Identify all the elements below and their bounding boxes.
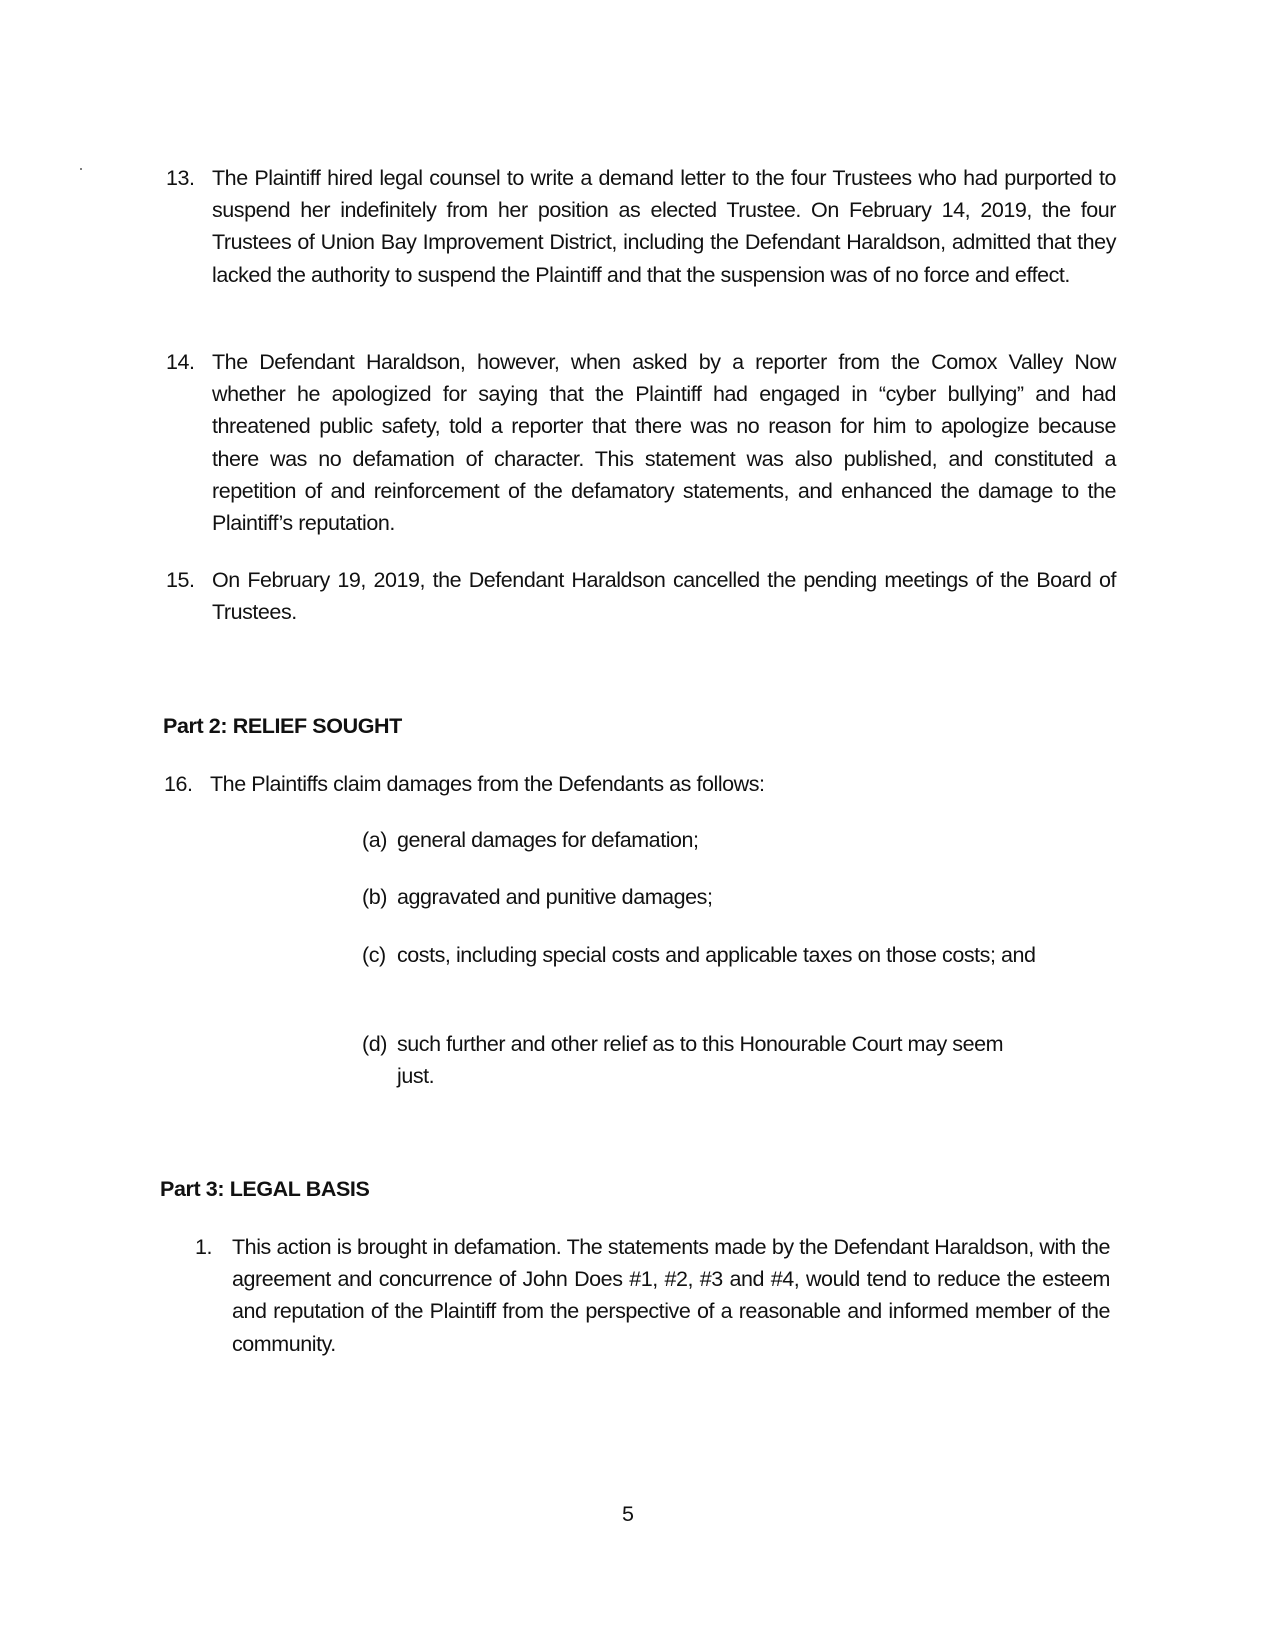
relief-item-label: (d) <box>362 1032 387 1056</box>
relief-item-text: such further and other relief as to this Honourable Court may seem just. <box>397 1032 1004 1089</box>
part-3-heading: Part 3: LEGAL BASIS <box>160 1177 370 1201</box>
page-number: 5 <box>622 1502 634 1526</box>
scan-speck <box>80 168 82 170</box>
paragraph-text: The Defendant Haraldson, however, when asked by a reporter from the Comox Valley Now whether he apologized for saying that the Plaintiff had engaged in “cyber bullying” and had threatened public safety, told a reporter that there was no reason for him to apologize because there was no defamation of character. This statement was also published, and constituted a repetition of and reinforcement of the defamatory statements, and enhanced the damage to the Plaintiff’s reputation. <box>212 350 1116 536</box>
relief-item-text: costs, including special costs and applicable taxes on those costs; and <box>397 943 1036 967</box>
paragraph-text: On February 19, 2019, the Defendant Haraldson cancelled the pending meetings of the Board of Trustees. <box>212 568 1116 625</box>
paragraph-number: 1. <box>195 1235 213 1259</box>
paragraph-text: This action is brought in defamation. The statements made by the Defendant Haraldson, with the agreement and concurrence of John Does #1, #2, #3 and #4, would tend to reduce the esteem and reputation of the Plaintiff from the perspective of a reasonable and informed member of the community. <box>232 1235 1110 1356</box>
paragraph-number: 16. <box>164 772 193 796</box>
paragraph-number: 15. <box>166 568 195 592</box>
part-2-heading: Part 2: RELIEF SOUGHT <box>163 714 402 738</box>
paragraph-number: 13. <box>166 166 195 190</box>
relief-item-text: aggravated and punitive damages; <box>397 885 713 909</box>
relief-item-label: (c) <box>362 943 386 967</box>
paragraph-text: The Plaintiffs claim damages from the Defendants as follows: <box>210 772 765 796</box>
relief-item-label: (a) <box>362 828 387 852</box>
paragraph-number: 14. <box>166 350 195 374</box>
relief-item-label: (b) <box>362 885 387 909</box>
relief-item-text: general damages for defamation; <box>397 828 699 852</box>
paragraph-text: The Plaintiff hired legal counsel to write a demand letter to the four Trustees who had purported to suspend her indefinitely from her position as elected Trustee. On February 14, 2019, the four Trustees of Union Bay Improvement District, including the Defendant Haraldson, admitted that they lacked the authority to suspend the Plaintiff and that the suspension was of no force and effect. <box>212 166 1116 287</box>
